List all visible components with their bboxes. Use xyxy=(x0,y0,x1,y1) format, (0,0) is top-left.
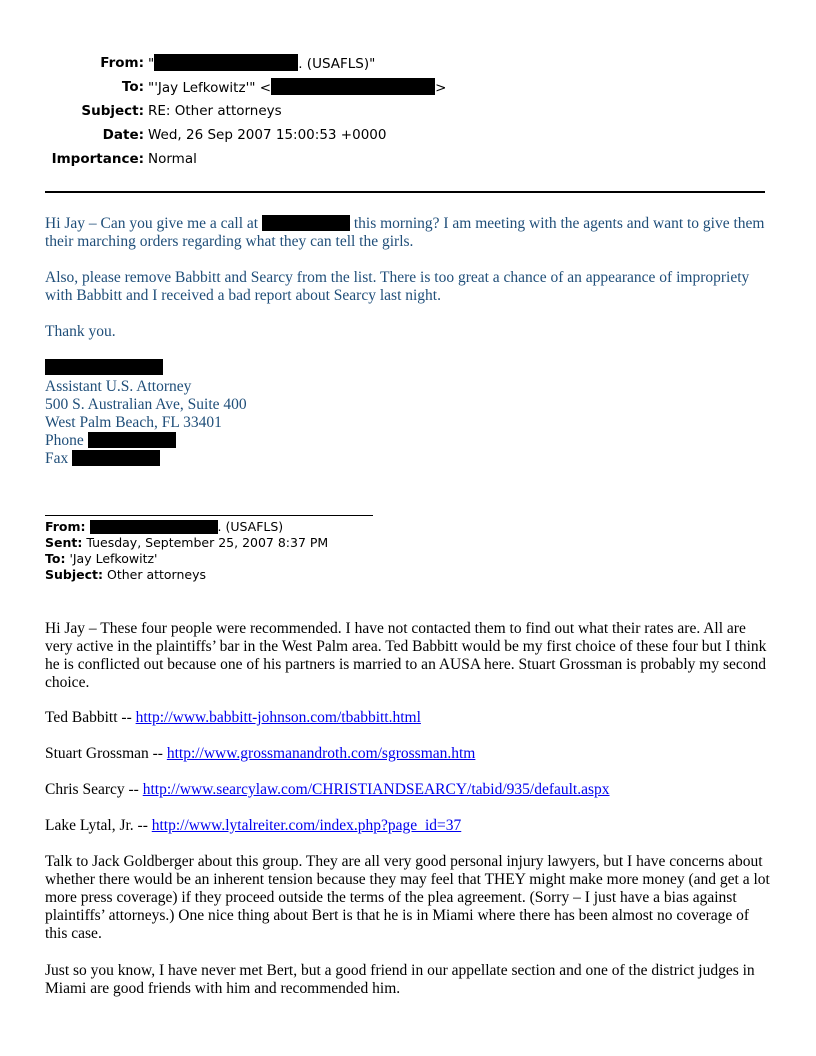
from-label: From: xyxy=(100,55,144,71)
redaction-block xyxy=(45,359,163,375)
fwd-to: To: 'Jay Lefkowitz' xyxy=(45,551,158,566)
link-line-searcy: Chris Searcy -- http://www.searcylaw.com/CHRISTIANDSEARCY/tabid/935/default.aspx xyxy=(45,781,610,798)
signature-address-2: West Palm Beach, FL 33401 xyxy=(45,414,222,431)
body-paragraph-3: Just so you know, I have never met Bert, but a good friend in our appellate section and one of the district judges in Miami are good friends with him and recommended him. xyxy=(45,962,755,997)
to-value: "'Jay Lefkowitz'" < > xyxy=(148,80,447,96)
subject-value: RE: Other attorneys xyxy=(148,103,282,119)
signature-title: Assistant U.S. Attorney xyxy=(45,378,192,395)
importance-value: Normal xyxy=(148,151,197,167)
link-line-babbitt: Ted Babbitt -- http://www.babbitt-johnson.com/tbabbitt.html xyxy=(45,709,421,726)
body-paragraph-1: Hi Jay – These four people were recommended. I have not contacted them to find out what their rates are. All are very active in the plaintiffs’ bar in the West Palm area. Ted Babbitt would be my first choice of these four but I think he is conflicted out because one of his partners is married to an AUSA here. Stuart Grossman is probably my second choice. xyxy=(45,620,767,691)
fwd-sent: Sent: Tuesday, September 25, 2007 8:37 PM xyxy=(45,535,329,550)
link-line-grossman: Stuart Grossman -- http://www.grossmanandroth.com/sgrossman.htm xyxy=(45,745,476,762)
from-value: " . (USAFLS)" xyxy=(148,56,376,72)
lytal-link[interactable]: http://www.lytalreiter.com/index.php?page_id=37 xyxy=(151,817,462,834)
redaction-block xyxy=(154,54,298,71)
redaction-block xyxy=(72,450,160,466)
signature-block xyxy=(45,359,765,468)
signature-fax: Fax xyxy=(45,450,765,468)
forward-divider xyxy=(45,515,373,516)
grossman-link[interactable]: http://www.grossmanandroth.com/sgrossman.htm xyxy=(166,745,476,762)
fwd-subject: Subject: Other attorneys xyxy=(45,567,207,582)
redaction-block xyxy=(90,520,218,534)
date-value: Wed, 26 Sep 2007 15:00:53 +0000 xyxy=(148,127,387,143)
fwd-from: From: . (USAFLS) xyxy=(45,519,284,534)
header-divider xyxy=(45,191,765,193)
signature-phone: Phone xyxy=(45,432,765,450)
subject-label: Subject: xyxy=(81,103,144,119)
forwarded-header xyxy=(45,519,328,583)
date-label: Date: xyxy=(102,127,144,143)
signature-address-1: 500 S. Australian Ave, Suite 400 xyxy=(45,396,247,413)
link-line-lytal: Lake Lytal, Jr. -- http://www.lytalreiter.com/index.php?page_id=37 xyxy=(45,817,462,834)
body-paragraph-2: Talk to Jack Goldberger about this group. They are all very good personal injury lawyers, but I have concerns about whether there would be an inherent tension because they may feel that THEY might make more money (and get a lot more press coverage) if they proceed outside the terms of the plea agreement. (Sorry – I just have a bias against plaintiffs’ attorneys.) One nice thing about Bert is that he is in Miami where there has been almost no coverage of this case. xyxy=(45,853,770,942)
to-label: To: xyxy=(121,79,144,95)
importance-label: Importance: xyxy=(51,151,144,167)
reply-paragraph-1: Hi Jay – Can you give me a call at this morning? I am meeting with the agents and want to give them their marching orders regarding what they can tell the girls. xyxy=(45,215,765,250)
redaction-block xyxy=(88,432,176,448)
searcy-link[interactable]: http://www.searcylaw.com/CHRISTIANDSEARCY/tabid/935/default.aspx xyxy=(142,781,610,798)
reply-paragraph-3: Thank you. xyxy=(45,323,116,340)
redaction-block xyxy=(271,78,435,95)
email-header xyxy=(0,0,816,180)
redaction-block xyxy=(262,215,350,231)
babbitt-link[interactable]: http://www.babbitt-johnson.com/tbabbitt.html xyxy=(135,709,421,726)
reply-paragraph-2: Also, please remove Babbitt and Searcy from the list. There is too great a chance of an appearance of impropriety with Babbitt and I received a bad report about Searcy last night. xyxy=(45,269,750,304)
signature-name xyxy=(45,359,765,378)
